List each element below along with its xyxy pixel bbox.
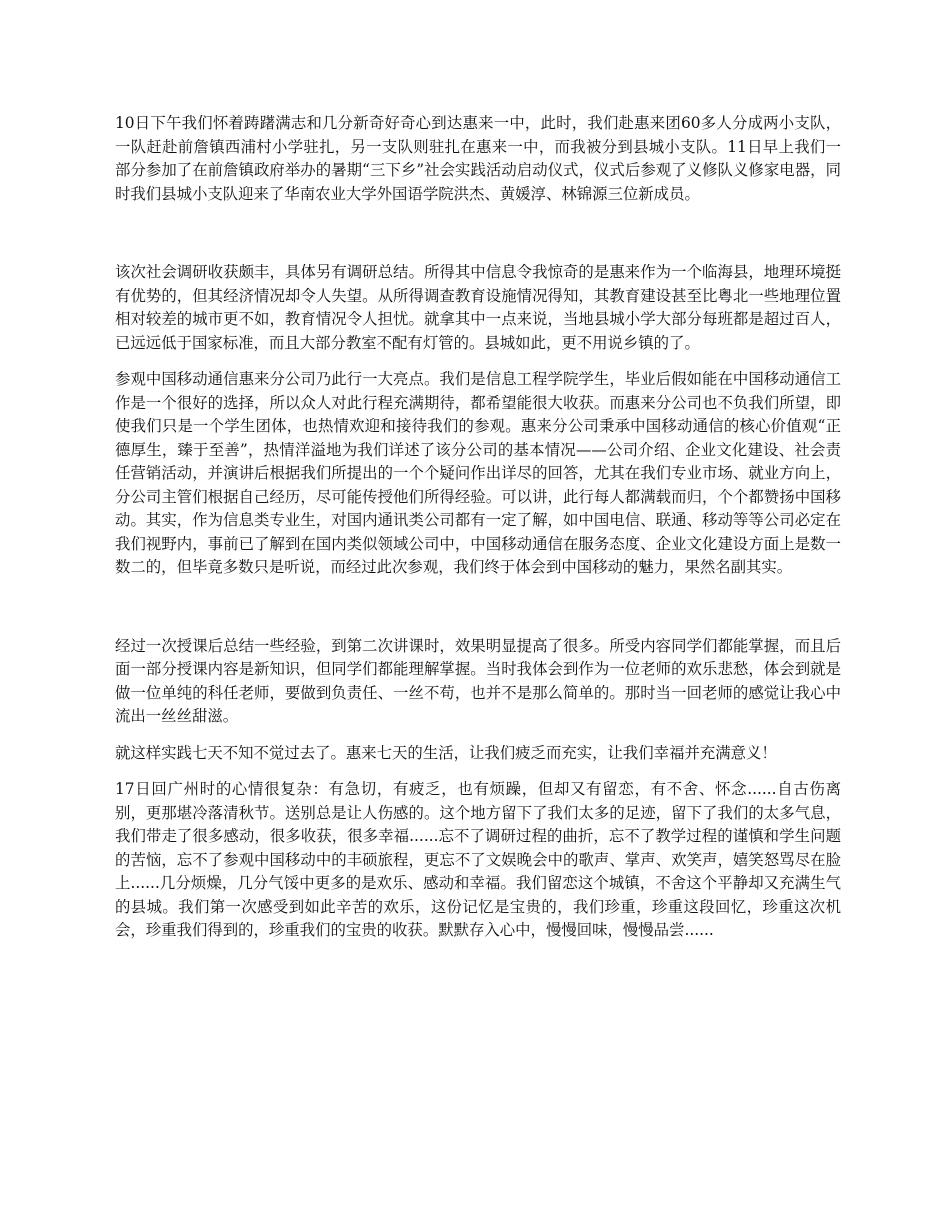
document-body: [115, 112, 841, 956]
paragraph-seven-days: 就这样实践七天不知不觉过去了。惠来七天的生活，让我们疲乏而充实，让我们幸福并充满意义！: [115, 743, 777, 762]
paragraph-arrival: 10日下午我们怀着踌躇满志和几分新奇好奇心到达惠来一中，此时，我们赴惠来团60多人分成两小支队，一队赶赴前詹镇西浦村小学驻扎，另一支队则驻扎在惠来一中，而我被分到县城小支队。11日早上我们一部分参加了在前詹镇政府举办的暑期“三下乡”社会实践活动启动仪式，仪式后参观了义修队义修家电器，同时我们县城小支队迎来了华南农业大学外国语学院洪杰、黄媛淳、林锦源三位新成员。: [115, 114, 841, 203]
section-gap: [115, 219, 841, 261]
paragraph-china-mobile-visit: 参观中国移动通信惠来分公司乃此行一大亮点。我们是信息工程学院学生，毕业后假如能在中国移动通信工作是一个很好的选择，所以众人对此行程充满期待，都希望能很大收获。而惠来分公司也不负我们所望，即使我们只是一个学生团体，也热情欢迎和接待我们的参观。惠来分公司秉承中国移动通信的核心价值观“正德厚生，臻于至善”，热情洋溢地为我们详述了该分公司的基本情况——公司介绍、企业文化建设、社会责任营销活动，并演讲后根据我们所提出的一个个疑问作出详尽的回答，尤其在我们专业市场、就业方向上，分公司主管们根据自己经历，尽可能传授他们所得经验。可以讲，此行每人都满载而归，个个都赞扬中国移动。其实，作为信息类专业生，对国内通讯类公司都有一定了解，如中国电信、联通、移动等等公司必定在我们视野内，事前已了解到在国内类似领域公司中，中国移动通信在服务态度、企业文化建设方面上是数一数二的，但毕竟多数只是听说，而经过此次参观，我们终于体会到中国移动的魅力，果然名副其实。: [115, 370, 841, 576]
paragraph-return-guangzhou: 17日回广州时的心情很复杂：有急切，有疲乏，也有烦躁，但却又有留恋，有不舍、怀念......自古伤离别，更那堪冷落清秋节。送别总是让人伤感的。这个地方留下了我们太多的足迹，留下了我们的太多气息，我们带走了很多感动，很多收获，很多幸福......忘不了调研过程的曲折，忘不了教学过程的谨慎和学生问题的苦恼，忘不了参观中国移动中的丰硕旅程，更忘不了文娱晚会中的歌声、掌声、欢笑声，嬉笑怒骂尽在脸上......几分烦燥，几分气馁中更多的是欢乐、感动和幸福。我们留恋这个城镇，不舍这个平静却又充满生气的县城。我们第一次感受到如此辛苦的欢乐，这份记忆是宝贵的，我们珍重，珍重这段回忆，珍重这次机会，珍重我们得到的，珍重我们的宝贵的收获。默默存入心中，慢慢回味，慢慢品尝......: [115, 780, 841, 939]
paragraph-survey: 该次社会调研收获颇丰，具体另有调研总结。所得其中信息令我惊奇的是惠来作为一个临海县，地理环境挺有优势的，但其经济情况却令人失望。从所得调查教育设施情况得知，其教育建设甚至比粤北一些地理位置相对较差的城市更不如，教育情况令人担忧。就拿其中一点来说，当地县城小学大部分每班都是超过百人，已远远低于国家标准，而且大部分教室不配有灯管的。县城如此，更不用说乡镇的了。: [115, 263, 841, 352]
section-gap: [115, 593, 841, 635]
paragraph-teaching: 经过一次授课后总结一些经验，到第二次讲课时，效果明显提高了很多。所受内容同学们都能掌握，而且后面一部分授课内容是新知识，但同学们都能理解掌握。当时我体会到作为一位老师的欢乐悲愁，体会到就是做一位单纯的科任老师，要做到负责任、一丝不苟，也并不是那么简单的。那时当一回老师的感觉让我心中流出一丝丝甜滋。: [115, 636, 841, 725]
